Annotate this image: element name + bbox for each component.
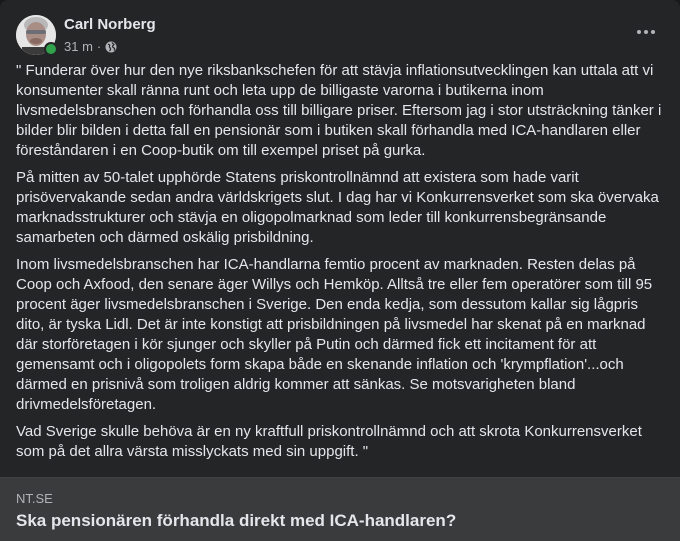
separator-dot: · xyxy=(96,39,102,54)
author-name[interactable]: Carl Norberg xyxy=(64,16,156,33)
more-horizontal-icon xyxy=(637,30,641,34)
more-options-button[interactable] xyxy=(632,20,660,44)
online-status-indicator xyxy=(44,42,58,56)
link-domain: NT.SE xyxy=(16,491,53,506)
link-preview-card[interactable] xyxy=(0,477,680,541)
post-timestamp[interactable]: 31 m xyxy=(64,39,93,54)
post-paragraph: På mitten av 50-talet upphörde Statens priskontrollnämnd att existera som hade varit prisövervakande sedan andra världskrigets slut. I dag har vi Konkurrensverket som ska övervaka marknadsstrukturer och stävja en oligopolmarknad som leder till konkurrensbegränsande samarbeten och därmed oskälig prisbildning. xyxy=(16,169,659,246)
post-header xyxy=(16,13,156,57)
post-text xyxy=(16,61,664,469)
post-paragraph: Inom livsmedelsbranschen har ICA-handlarna femtio procent av marknaden. Resten delas på Coop och Axfood, den senare äger Willys och Hemköp. Alltså tre eller fem operatörer som till 95 procent äger livsmedelsbranschen i Sverige. Den enda kedja, som dessutom kallar sig lågpris dito, är tyska Lidl. Det är inte konstigt att prisbildningen på livsmedel har skenat på en marknad där storföretagen i kör sjunger och skyller på Putin och därmed fick ett incitament för att gemensamt och i oligopolets form skapa både en skenande inflation och 'krympflation'...och därmed en prisnivå som troligen aldrig kommer att sänkas. Se motsvarigheten bland drivmedelsföretagen. xyxy=(16,256,653,413)
post-subline xyxy=(64,39,156,55)
post-paragraph: " Funderar över hur den nye riksbankschefen för att stävja inflationsutvecklingen kan uttala att vi konsumenter skall ränna runt och leta upp de billigaste varorna i butikerna inom livsmedelsbranschen och förhandla oss till billigare priser. Eftersom jag i stor utsträckning tänker i bilder blir bilden i detta fall en pensionär som i butiken skall förhandla med ICA-handlaren eller föreståndaren i en Coop-butik om till exempel priset på gurka. xyxy=(16,62,662,159)
post-paragraph: Vad Sverige skulle behöva är en ny kraftfull priskontrollnämnd och att skrota Konkurrensverket som på det allra värsta misslyckats med sin uppgift. " xyxy=(16,423,642,460)
more-horizontal-icon xyxy=(651,30,655,34)
globe-icon[interactable] xyxy=(105,41,117,53)
avatar-container[interactable] xyxy=(16,15,56,55)
more-horizontal-icon xyxy=(644,30,648,34)
link-title[interactable]: Ska pensionären förhandla direkt med ICA-handlaren? xyxy=(16,511,457,530)
post-meta xyxy=(64,15,156,55)
